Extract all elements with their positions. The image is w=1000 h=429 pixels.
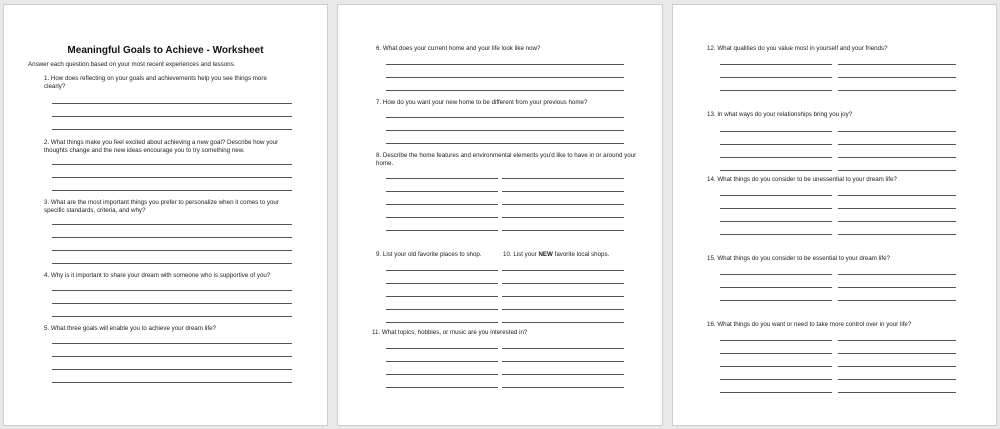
answer-line[interactable]: [52, 382, 292, 383]
worksheet-intro: Answer each question based on your most recent experiences and lessons.: [28, 61, 236, 68]
answer-line[interactable]: [386, 90, 624, 91]
answer-line[interactable]: [720, 274, 832, 275]
answer-line[interactable]: [386, 374, 498, 375]
question-9: 9. List your old favorite places to shop.: [376, 251, 482, 258]
answer-line[interactable]: [838, 157, 956, 158]
question-15: 15. What things do you consider to be essential to your dream life?: [707, 255, 890, 262]
answer-line[interactable]: [386, 217, 498, 218]
answer-line[interactable]: [720, 300, 832, 301]
answer-line[interactable]: [838, 287, 956, 288]
answer-line[interactable]: [720, 234, 832, 235]
answer-line[interactable]: [838, 131, 956, 132]
answer-line[interactable]: [386, 77, 624, 78]
answer-line[interactable]: [502, 191, 624, 192]
answer-line[interactable]: [52, 129, 292, 130]
answer-line[interactable]: [386, 309, 498, 310]
answer-line[interactable]: [52, 190, 292, 191]
answer-line[interactable]: [720, 144, 832, 145]
answer-line[interactable]: [52, 316, 292, 317]
answer-line[interactable]: [386, 361, 498, 362]
answer-line[interactable]: [52, 103, 292, 104]
answer-line[interactable]: [386, 64, 624, 65]
answer-line[interactable]: [502, 204, 624, 205]
answer-line[interactable]: [52, 303, 292, 304]
answer-line[interactable]: [838, 77, 956, 78]
answer-line[interactable]: [720, 340, 832, 341]
answer-line[interactable]: [502, 348, 624, 349]
answer-line[interactable]: [502, 217, 624, 218]
answer-line[interactable]: [720, 366, 832, 367]
answer-line[interactable]: [838, 170, 956, 171]
answer-line[interactable]: [502, 270, 624, 271]
answer-line[interactable]: [838, 234, 956, 235]
answer-line[interactable]: [386, 230, 498, 231]
answer-line[interactable]: [838, 64, 956, 65]
answer-line[interactable]: [838, 208, 956, 209]
answer-line[interactable]: [52, 356, 292, 357]
answer-line[interactable]: [720, 170, 832, 171]
answer-line[interactable]: [52, 177, 292, 178]
question-13: 13. In what ways do your relationships bring you joy?: [707, 111, 853, 118]
answer-line[interactable]: [838, 300, 956, 301]
worksheet-page-1: [3, 4, 328, 426]
answer-line[interactable]: [386, 191, 498, 192]
answer-line[interactable]: [386, 143, 624, 144]
question-7: 7. How do you want your new home to be different from your previous home?: [376, 99, 588, 106]
worksheet-page-2: [337, 4, 663, 426]
answer-line[interactable]: [838, 144, 956, 145]
answer-line[interactable]: [52, 369, 292, 370]
question-10: [503, 251, 633, 259]
answer-line[interactable]: [720, 90, 832, 91]
answer-line[interactable]: [720, 131, 832, 132]
question-16: 16. What things do you want or need to take more control over in your life?: [707, 321, 912, 328]
answer-line[interactable]: [386, 348, 498, 349]
question-10-prefix: 10. List your: [503, 251, 539, 258]
question-4: 4. Why is it important to share your dream with someone who is supportive of you?: [44, 272, 271, 279]
question-12: 12. What qualities do you value most in yourself and your friends?: [707, 45, 888, 52]
answer-line[interactable]: [52, 164, 292, 165]
answer-line[interactable]: [502, 309, 624, 310]
answer-line[interactable]: [838, 90, 956, 91]
question-8: 8. Describe the home features and environmental elements you'd like to have in or around your home.: [376, 152, 637, 167]
answer-line[interactable]: [52, 263, 292, 264]
answer-line[interactable]: [720, 392, 832, 393]
answer-line[interactable]: [502, 230, 624, 231]
question-6: 6. What does your current home and your life look like now?: [376, 45, 541, 52]
answer-line[interactable]: [720, 208, 832, 209]
answer-line[interactable]: [502, 374, 624, 375]
answer-line[interactable]: [838, 195, 956, 196]
answer-line[interactable]: [720, 195, 832, 196]
answer-line[interactable]: [502, 322, 624, 323]
answer-line[interactable]: [720, 221, 832, 222]
answer-line[interactable]: [386, 322, 498, 323]
answer-line[interactable]: [52, 250, 292, 251]
answer-line[interactable]: [52, 343, 292, 344]
answer-line[interactable]: [386, 117, 624, 118]
worksheet-page-3: [672, 4, 997, 426]
answer-line[interactable]: [838, 221, 956, 222]
answer-line[interactable]: [386, 387, 498, 388]
question-14: 14. What things do you consider to be unessential to your dream life?: [707, 176, 897, 183]
answer-line[interactable]: [502, 296, 624, 297]
answer-line[interactable]: [838, 274, 956, 275]
answer-line[interactable]: [386, 178, 498, 179]
answer-line[interactable]: [386, 283, 498, 284]
answer-line[interactable]: [720, 157, 832, 158]
answer-line[interactable]: [52, 237, 292, 238]
answer-line[interactable]: [720, 287, 832, 288]
answer-line[interactable]: [838, 379, 956, 380]
answer-line[interactable]: [720, 77, 832, 78]
question-10-emphasis: NEW: [538, 251, 553, 258]
answer-line[interactable]: [838, 366, 956, 367]
answer-line[interactable]: [502, 283, 624, 284]
answer-line[interactable]: [386, 270, 498, 271]
answer-line[interactable]: [502, 178, 624, 179]
answer-line[interactable]: [838, 340, 956, 341]
question-5: 5. What three goals will enable you to achieve your dream life?: [44, 325, 216, 332]
answer-line[interactable]: [502, 361, 624, 362]
answer-line[interactable]: [502, 387, 624, 388]
answer-line[interactable]: [386, 204, 498, 205]
question-11: 11. What topics, hobbies, or music are you interested in?: [372, 329, 528, 336]
worksheet-title: Meaningful Goals to Achieve - Worksheet: [67, 45, 264, 56]
answer-line[interactable]: [720, 353, 832, 354]
answer-line[interactable]: [52, 290, 292, 291]
question-2: 2. What things make you feel excited about achieving a new goal? Describe how your thoughts change and the new ideas encourage you to try something new.: [44, 139, 279, 154]
answer-line[interactable]: [386, 130, 624, 131]
answer-line[interactable]: [838, 353, 956, 354]
question-10-suffix: favorite local shops.: [552, 251, 610, 258]
answer-line[interactable]: [838, 392, 956, 393]
answer-line[interactable]: [52, 116, 292, 117]
answer-line[interactable]: [386, 296, 498, 297]
question-3: 3. What are the most important things you prefer to personalize when it comes to your specific standards, criteria, and why?: [44, 199, 279, 214]
answer-line[interactable]: [720, 379, 832, 380]
question-1: 1. How does reflecting on your goals and achievements help you see things more clearly?: [44, 75, 267, 90]
answer-line[interactable]: [52, 224, 292, 225]
answer-line[interactable]: [720, 64, 832, 65]
